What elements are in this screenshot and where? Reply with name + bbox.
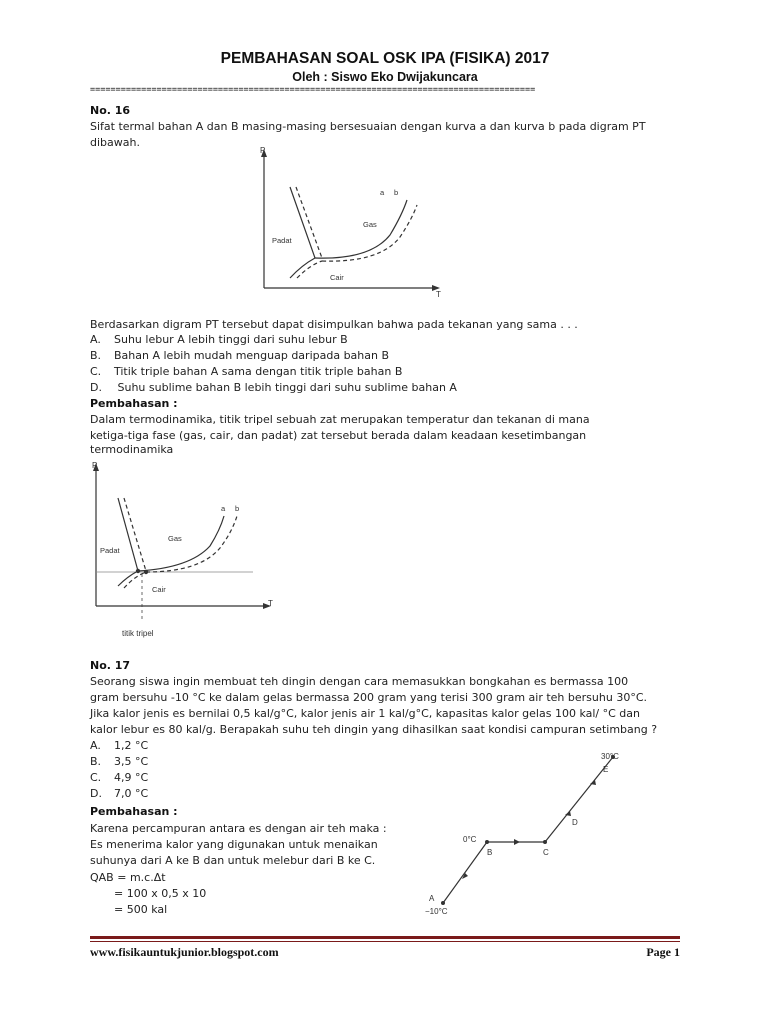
q17-text-line1: Seorang siswa ingin membuat teh dingin dengan cara memasukkan bongkahan es bermassa 100 [90,675,629,688]
triple-point-a [136,569,140,573]
label-curve-a: a [221,504,226,513]
label-cair: Cair [330,273,344,282]
q16-option-b: B. Bahan A lebih mudah menguap daripada bahan B [90,349,390,362]
q17-option-d: D. 7,0 °C [90,787,149,800]
curve-a-vaporization [315,200,407,258]
q16-option-d: D. Suhu sublime bahan B lebih tinggi dari suhu sublime bahan A [90,381,457,394]
label-triple-point: titik tripel [122,629,154,638]
axis-p-label: P [92,461,98,470]
label-padat: Padat [272,236,292,245]
axis-t-label: T [436,290,441,299]
footer-website: www.fisikauntukjunior.blogspot.com [90,945,279,959]
heating-graph [425,745,635,920]
q17-text-line4: kalor lebur es 80 kal/g. Berapakah suhu teh dingin yang dihasilkan saat kondisi campuran setimbang ? [90,723,658,736]
label-0c: 0°C [463,835,477,844]
label-a: A [429,894,435,903]
divider-line: ======================================================================================= [90,85,536,95]
q17-discussion-line1: Karena percampuran antara es dengan air teh maka : [90,822,387,835]
curve-b-vaporization [322,205,417,261]
arrow-bc [514,839,520,845]
curve-b-sublimation [124,572,146,588]
q16-number: No. 16 [90,104,131,117]
label-cair: Cair [152,585,166,594]
pt-diagram-2 [90,458,290,643]
q17-discussion-heading: Pembahasan : [90,805,178,818]
q16-text-line2: dibawah. [90,136,140,149]
point-a [441,901,445,905]
q17-text-line2: gram bersuhu -10 °C ke dalam gelas bermassa 200 gram yang terisi 300 gram air teh bersuhu 30°C. [90,691,647,704]
q17-formula-line1: QAB = m.c.Δt [90,871,166,884]
curve-b-sublimation [297,261,322,278]
footer-rule-thick [90,936,680,939]
segment-ab [443,842,487,903]
curve-b-fusion [296,187,322,258]
q17-option-a: A. 1,2 °C [90,739,149,752]
q16-prompt: Berdasarkan digram PT tersebut dapat disimpulkan bahwa pada tekanan yang sama . . . [90,318,578,331]
q16-discussion-line3: termodinamika [90,443,174,456]
label-gas: Gas [363,220,377,229]
q16-discussion-heading: Pembahasan : [90,397,178,410]
label-curve-a: a [380,188,385,197]
label-minus10c: −10°C [425,907,448,916]
curve-b-vaporization [146,516,237,572]
label-curve-b: b [235,504,240,513]
label-curve-b: b [394,188,399,197]
label-d: D [572,818,578,827]
q16-text-line1: Sifat termal bahan A dan B masing-masing bersesuaian dengan kurva a dan kurva b pada digram PT [90,120,646,133]
pt-diagram-1 [250,145,450,300]
point-b [485,840,489,844]
q16-option-a: A. Suhu lebur A lebih tinggi dari suhu lebur B [90,333,348,346]
footer-rule-thin [90,941,680,942]
curve-a-vaporization [138,516,224,571]
axis-p-label: P [260,146,266,155]
label-c: C [543,848,549,857]
label-gas: Gas [168,534,182,543]
q17-discussion-line3: suhunya dari A ke B dan untuk melebur dari B ke C. [90,854,376,867]
q16-option-c: C. Titik triple bahan A sama dengan titik triple bahan B [90,365,403,378]
triple-point-b [144,570,148,574]
page-title: PEMBAHASAN SOAL OSK IPA (FISIKA) 2017 [220,50,550,67]
q17-text-line3: Jika kalor jenis es bernilai 0,5 kal/g°C, kalor jenis air 1 kal/g°C, kapasitas kalor gelas 100 kal/ °C dan [90,707,640,720]
q17-option-c: C. 4,9 °C [90,771,149,784]
q17-option-b: B. 3,5 °C [90,755,149,768]
curve-a-sublimation [290,258,315,278]
q17-formula-line2: = 100 x 0,5 x 10 [114,887,207,900]
label-b: B [487,848,493,857]
axis-t-label: T [268,599,273,608]
q17-number: No. 17 [90,659,131,672]
q16-discussion-line2: ketiga-tiga fase (gas, cair, dan padat) zat tersebut berada dalam keadaan kesetimbangan [90,429,587,442]
document-page [90,0,690,1024]
q17-formula-line3: = 500 kal [114,903,168,916]
label-30c: 30°C [601,752,619,761]
q17-discussion-line2: Es menerima kalor yang digunakan untuk menaikan [90,838,378,851]
q16-discussion-line1: Dalam termodinamika, titik tripel sebuah zat merupakan temperatur dan tekanan di mana [90,413,590,426]
label-e: E [603,765,609,774]
label-padat: Padat [100,546,120,555]
footer-page-number: Page 1 [646,945,680,959]
curve-a-fusion [290,187,315,258]
point-c [543,840,547,844]
author-line: Oleh : Siswo Eko Dwijakuncara [292,70,478,84]
